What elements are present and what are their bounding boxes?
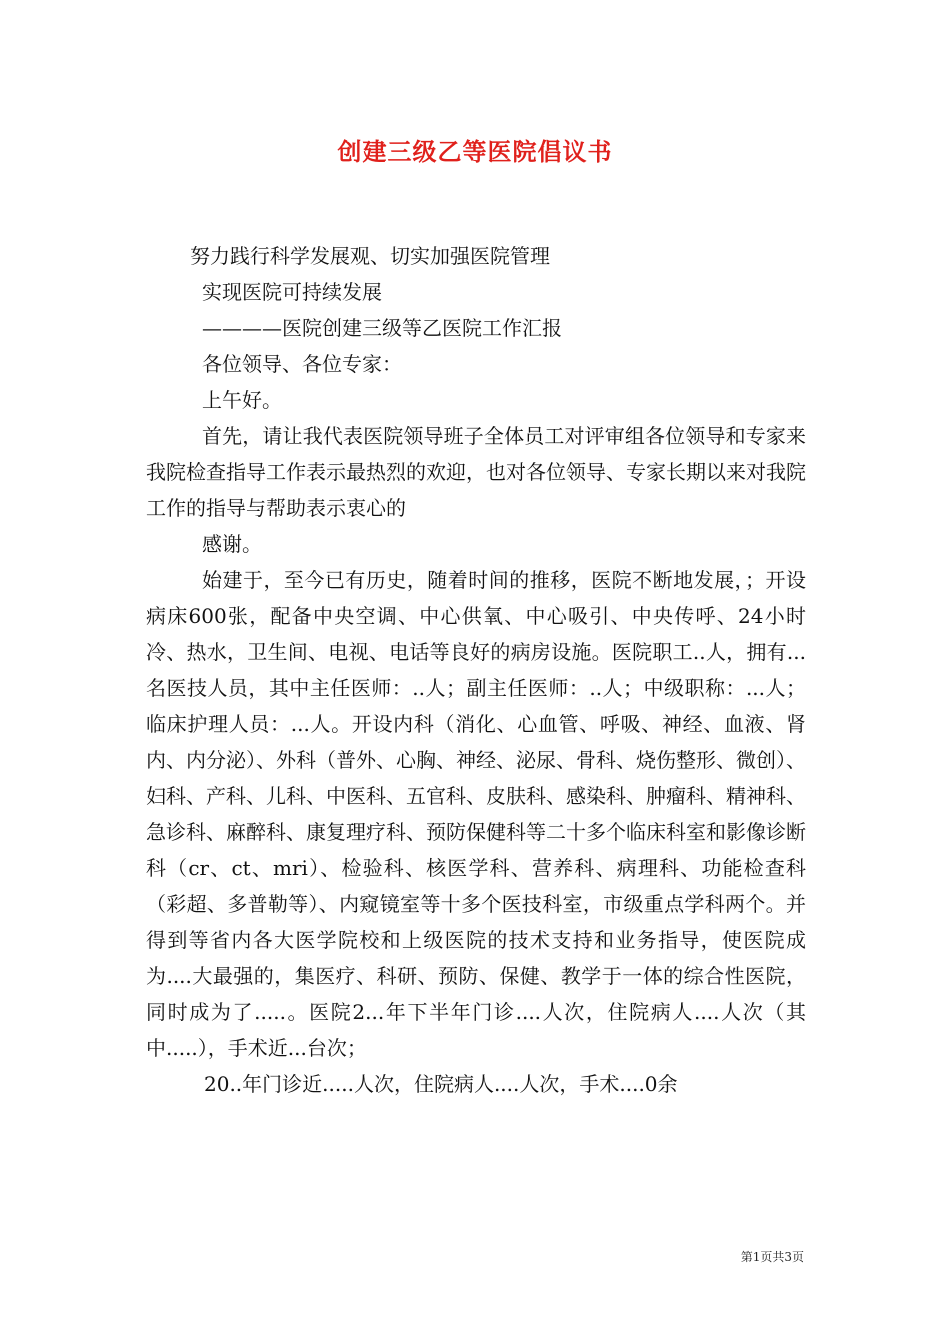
document-body [146,238,806,1102]
subtitle-line-1: 努力践行科学发展观、切实加强医院管理 [190,244,550,268]
subtitle-line-3: ————医院创建三级等乙医院工作汇报 [202,316,562,340]
page-indicator: 第1页共3页 [740,1250,804,1264]
paragraph-annual-stats: 20..年门诊近.....人次，住院病人....人次，手术....0余 [204,1072,678,1096]
greeting: 上午好。 [202,388,282,412]
paragraph-hospital-overview: 始建于，至今已有历史，随着时间的推移，医院不断地发展，；开设病床600张，配备中央空调、中心供氧、中心吸引、中央传呼、24小时冷、热水，卫生间、电视、电话等良好的病房设施。医院职工..人，拥有...名医技人员，其中主任医师：..人；副主任医师：..人；中级职称：...人；临床护理人员：...人。开设内科（消化、心血管、呼吸、神经、血液、肾内、内分泌）、外科（普外、心胸、神经、泌尿、骨科、烧伤整形、微创）、妇科、产科、儿科、中医科、五官科、皮肤科、感染科、肿瘤科、精神科、急诊科、麻醉科、康复理疗科、预防保健科等二十多个临床科室和影像诊断科（cr、ct、mri）、检验科、核医学科、营养科、病理科、功能检查科（彩超、多普勒等）、内窥镜室等十多个医技科室，市级重点学科两个。并得到等省内各大医学院校和上级医院的技术支持和业务指导，使医院成为....大最强的，集医疗、科研、预防、保健、教学于一体的综合性医院，同时成为了.....。医院2...年下半年门诊....人次，住院病人....人次（其中.....），手术近...台次； [146,568,806,1060]
paragraph-welcome-end: 感谢。 [202,532,262,556]
salutation: 各位领导、各位专家： [202,352,402,376]
paragraph-welcome: 首先，请让我代表医院领导班子全体员工对评审组各位领导和专家来我院检查指导工作表示最热烈的欢迎，也对各位领导、专家长期以来对我院工作的指导与帮助表示衷心的 [146,424,806,520]
subtitle-line-2: 实现医院可持续发展 [202,280,382,304]
document-title: 创建三级乙等医院倡议书 [337,137,613,166]
